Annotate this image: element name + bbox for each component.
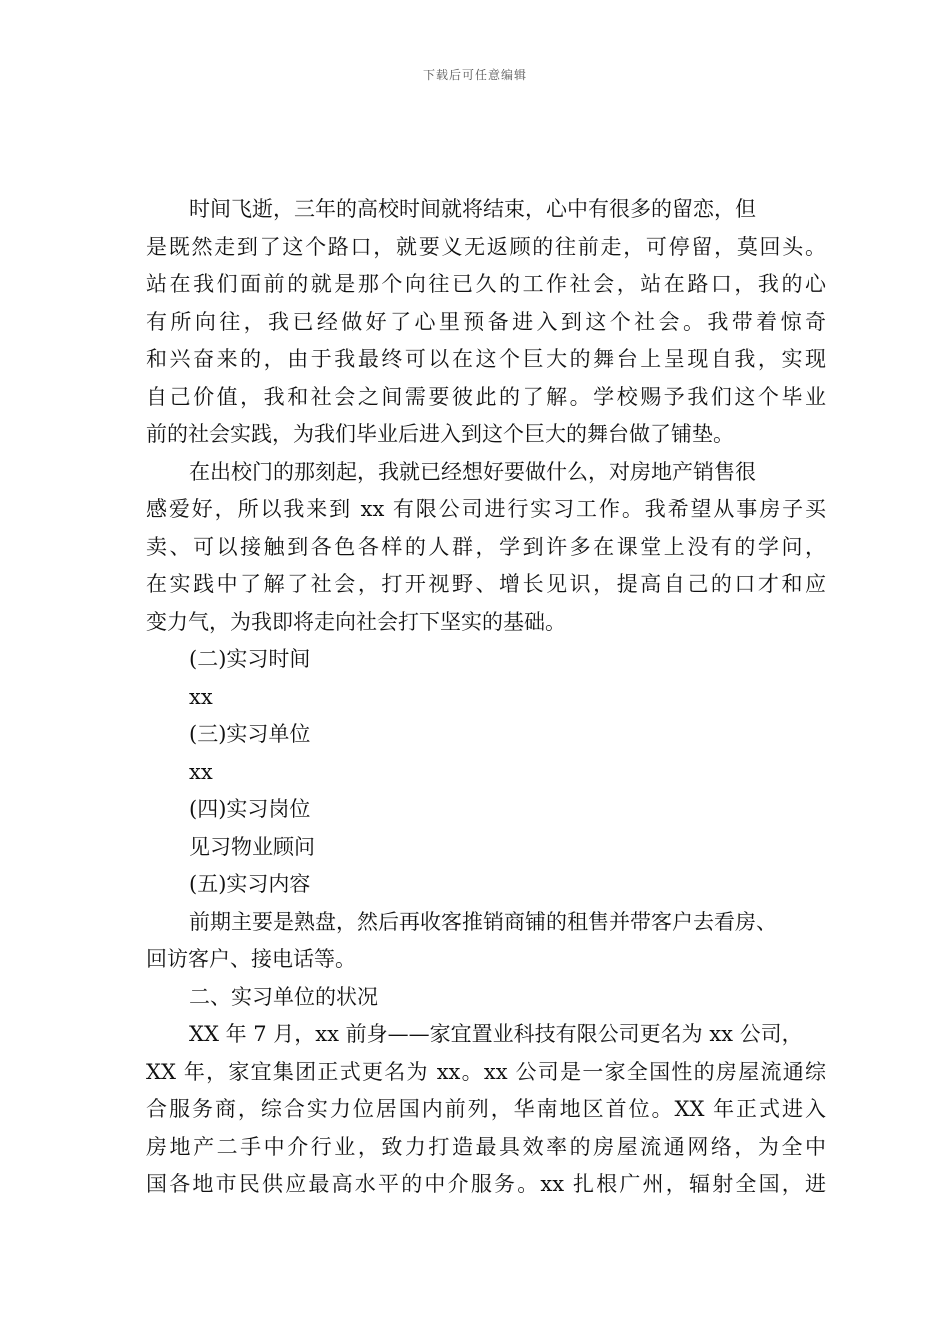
text-line: 合服务商，综合实力位居国内前列，华南地区首位。XX 年正式进入 <box>146 1097 826 1121</box>
text-line: 见习物业顾问 <box>189 834 315 859</box>
document-body <box>146 191 826 1204</box>
text-line: 和兴奋来的，由于我最终可以在这个巨大的舞台上呈现自我，实现 <box>146 347 826 371</box>
text-line: 卖、可以接触到各色各样的人群，学到许多在课堂上没有的学问， <box>146 534 826 559</box>
section-heading: (五)实习内容 <box>189 872 311 896</box>
section-heading: 二、实习单位的状况 <box>189 984 378 1009</box>
text-line: 在实践中了解了社会，打开视野、增长见识，提高自己的口才和应 <box>146 572 826 596</box>
text-line: 国各地市民供应最高水平的中介服务。xx 扎根广州，辐射全国，进 <box>146 1172 826 1196</box>
text-line: 是既然走到了这个路口，就要义无返顾的往前走，可停留，莫回头。 <box>146 234 826 259</box>
text-line: xx <box>189 759 213 784</box>
page-header: 下载后可任意编辑 <box>422 68 527 82</box>
text-line: 房地产二手中介行业，致力打造最具效率的房屋流通网络，为全中 <box>146 1134 826 1159</box>
text-line: 感爱好，所以我来到 xx 有限公司进行实习工作。我希望从事房子买 <box>146 497 826 521</box>
text-line: XX 年 7 月，xx 前身——家宜置业科技有限公司更名为 xx 公司， <box>189 1022 803 1046</box>
text-line: 自己价值，我和社会之间需要彼此的了解。学校赐予我们这个毕业 <box>146 384 826 409</box>
text-line: 有所向往，我已经做好了心里预备进入到这个社会。我带着惊奇 <box>146 309 826 334</box>
text-line: 时间飞逝，三年的高校时间就将结束，心中有很多的留恋，但 <box>189 197 756 221</box>
section-heading: (三)实习单位 <box>189 722 311 746</box>
text-line: XX 年，家宜集团正式更名为 xx。xx 公司是一家全国性的房屋流通综 <box>146 1059 826 1084</box>
text-line: 前期主要是熟盘，然后再收客推销商铺的租售并带客户去看房、 <box>189 909 777 934</box>
text-line: 站在我们面前的就是那个向往已久的工作社会，站在路口，我的心 <box>146 272 826 296</box>
text-line: 在出校门的那刻起，我就已经想好要做什么，对房地产销售很 <box>189 459 756 484</box>
section-heading: (二)实习时间 <box>189 647 311 671</box>
section-heading: (四)实习岗位 <box>189 797 311 821</box>
text-line: 变力气，为我即将走向社会打下坚实的基础。 <box>146 609 566 634</box>
text-line: 前的社会实践，为我们毕业后进入到这个巨大的舞台做了铺垫。 <box>146 422 734 446</box>
text-line: xx <box>189 684 213 709</box>
text-line: 回访客户、接电话等。 <box>146 947 356 971</box>
